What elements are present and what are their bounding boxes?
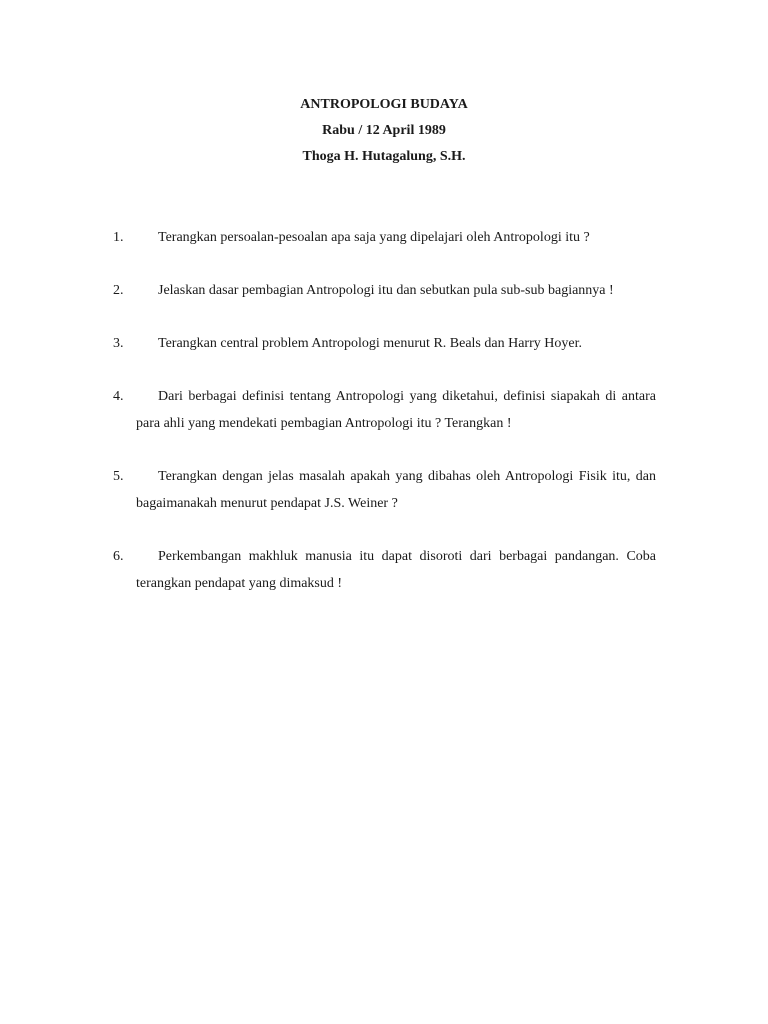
question-number: 6. <box>113 549 124 564</box>
question-number: 5. <box>113 469 124 484</box>
exam-date: Rabu / 12 April 1989 <box>322 123 446 138</box>
document-title: ANTROPOLOGI BUDAYA <box>300 97 468 112</box>
question-item <box>113 330 656 357</box>
question-item <box>113 277 656 304</box>
question-number: 3. <box>113 336 124 351</box>
question-text: Terangkan persoalan-pesoalan apa saja yang dipelajari oleh Antropologi itu ? <box>158 230 590 245</box>
author-name: Thoga H. Hutagalung, S.H. <box>302 149 466 164</box>
question-number: 2. <box>113 283 124 298</box>
question-item <box>113 543 656 597</box>
question-text: Jelaskan dasar pembagian Antropologi itu dan sebutkan pula sub-sub bagiannya ! <box>158 283 614 298</box>
document-header <box>0 92 768 170</box>
question-number: 4. <box>113 389 124 404</box>
question-text: Perkembangan makhluk manusia itu dapat disoroti dari berbagai pandangan. Coba terangkan pendapat yang dimaksud ! <box>136 549 656 591</box>
question-text: Dari berbagai definisi tentang Antropologi yang diketahui, definisi siapakah di antara para ahli yang mendekati pembagian Antropologi itu ? Terangkan ! <box>136 389 656 431</box>
question-text: Terangkan central problem Antropologi menurut R. Beals dan Harry Hoyer. <box>158 336 582 351</box>
question-item <box>113 383 656 437</box>
question-list <box>113 224 656 623</box>
question-item <box>113 224 656 251</box>
question-item <box>113 463 656 517</box>
question-text: Terangkan dengan jelas masalah apakah yang dibahas oleh Antropologi Fisik itu, dan bagaimanakah menurut pendapat J.S. Weiner ? <box>136 469 656 511</box>
question-number: 1. <box>113 230 124 245</box>
